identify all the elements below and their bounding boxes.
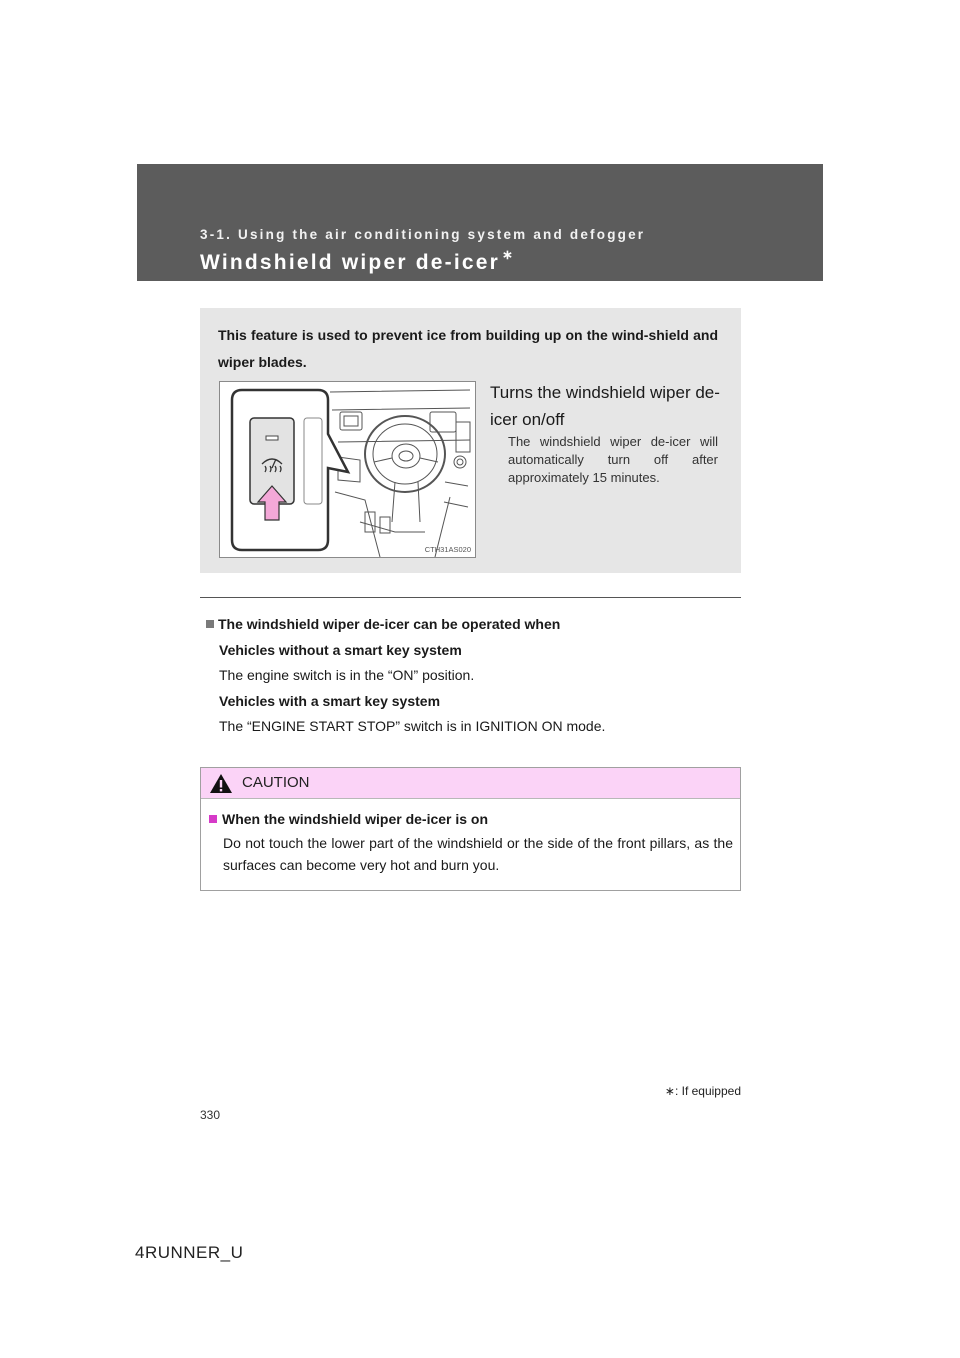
section-divider xyxy=(200,597,741,598)
intro-box xyxy=(200,308,741,573)
caution-heading xyxy=(209,808,733,830)
footnote-marker: ∗ xyxy=(664,1084,675,1098)
caution-label: CAUTION xyxy=(242,774,310,791)
operation-description: The windshield wiper de-icer will automatically turn off after approximately 15 minutes. xyxy=(508,434,718,485)
without-smart-key-text: The engine switch is in the “ON” position. xyxy=(219,667,475,683)
square-bullet-icon xyxy=(209,815,217,823)
caution-body xyxy=(209,808,733,876)
warning-triangle-icon xyxy=(209,773,233,794)
footnote xyxy=(665,1084,741,1098)
conditions-heading-text: The windshield wiper de-icer can be operated when xyxy=(218,616,561,632)
operation-title: Turns the windshield wiper de-icer on/off xyxy=(490,383,720,429)
conditions-heading xyxy=(206,612,741,638)
without-smart-key-label: Vehicles without a smart key system xyxy=(219,641,462,658)
caution-heading-text: When the windshield wiper de-icer is on xyxy=(222,811,489,827)
section-label: 3-1. Using the air conditioning system and defogger xyxy=(200,227,646,242)
document-code: 4RUNNER_U xyxy=(135,1243,244,1262)
dashboard-illustration xyxy=(219,381,476,558)
caution-header xyxy=(201,768,740,799)
with-smart-key-text: The “ENGINE START STOP” switch is in IGNITION ON mode. xyxy=(219,718,606,734)
figure-code: CTH31AS020 xyxy=(424,545,471,554)
equipped-marker: ∗ xyxy=(502,247,516,262)
page-title xyxy=(200,247,516,275)
caution-box xyxy=(200,767,741,891)
page-title-text: Windshield wiper de-icer xyxy=(200,251,500,274)
with-smart-key-label: Vehicles with a smart key system xyxy=(219,692,441,709)
intro-text: This feature is used to prevent ice from building up on the wind-shield and wiper blades. xyxy=(218,327,718,370)
square-bullet-icon xyxy=(206,620,214,628)
footnote-text: : If equipped xyxy=(674,1084,741,1098)
operating-conditions xyxy=(206,612,741,740)
header-band xyxy=(137,164,823,281)
dashboard-drawing xyxy=(220,382,475,557)
caution-text: Do not touch the lower part of the windshield or the side of the front pillars, as the surfaces can become very hot and burn you. xyxy=(223,835,733,873)
page-number: 330 xyxy=(200,1108,221,1122)
